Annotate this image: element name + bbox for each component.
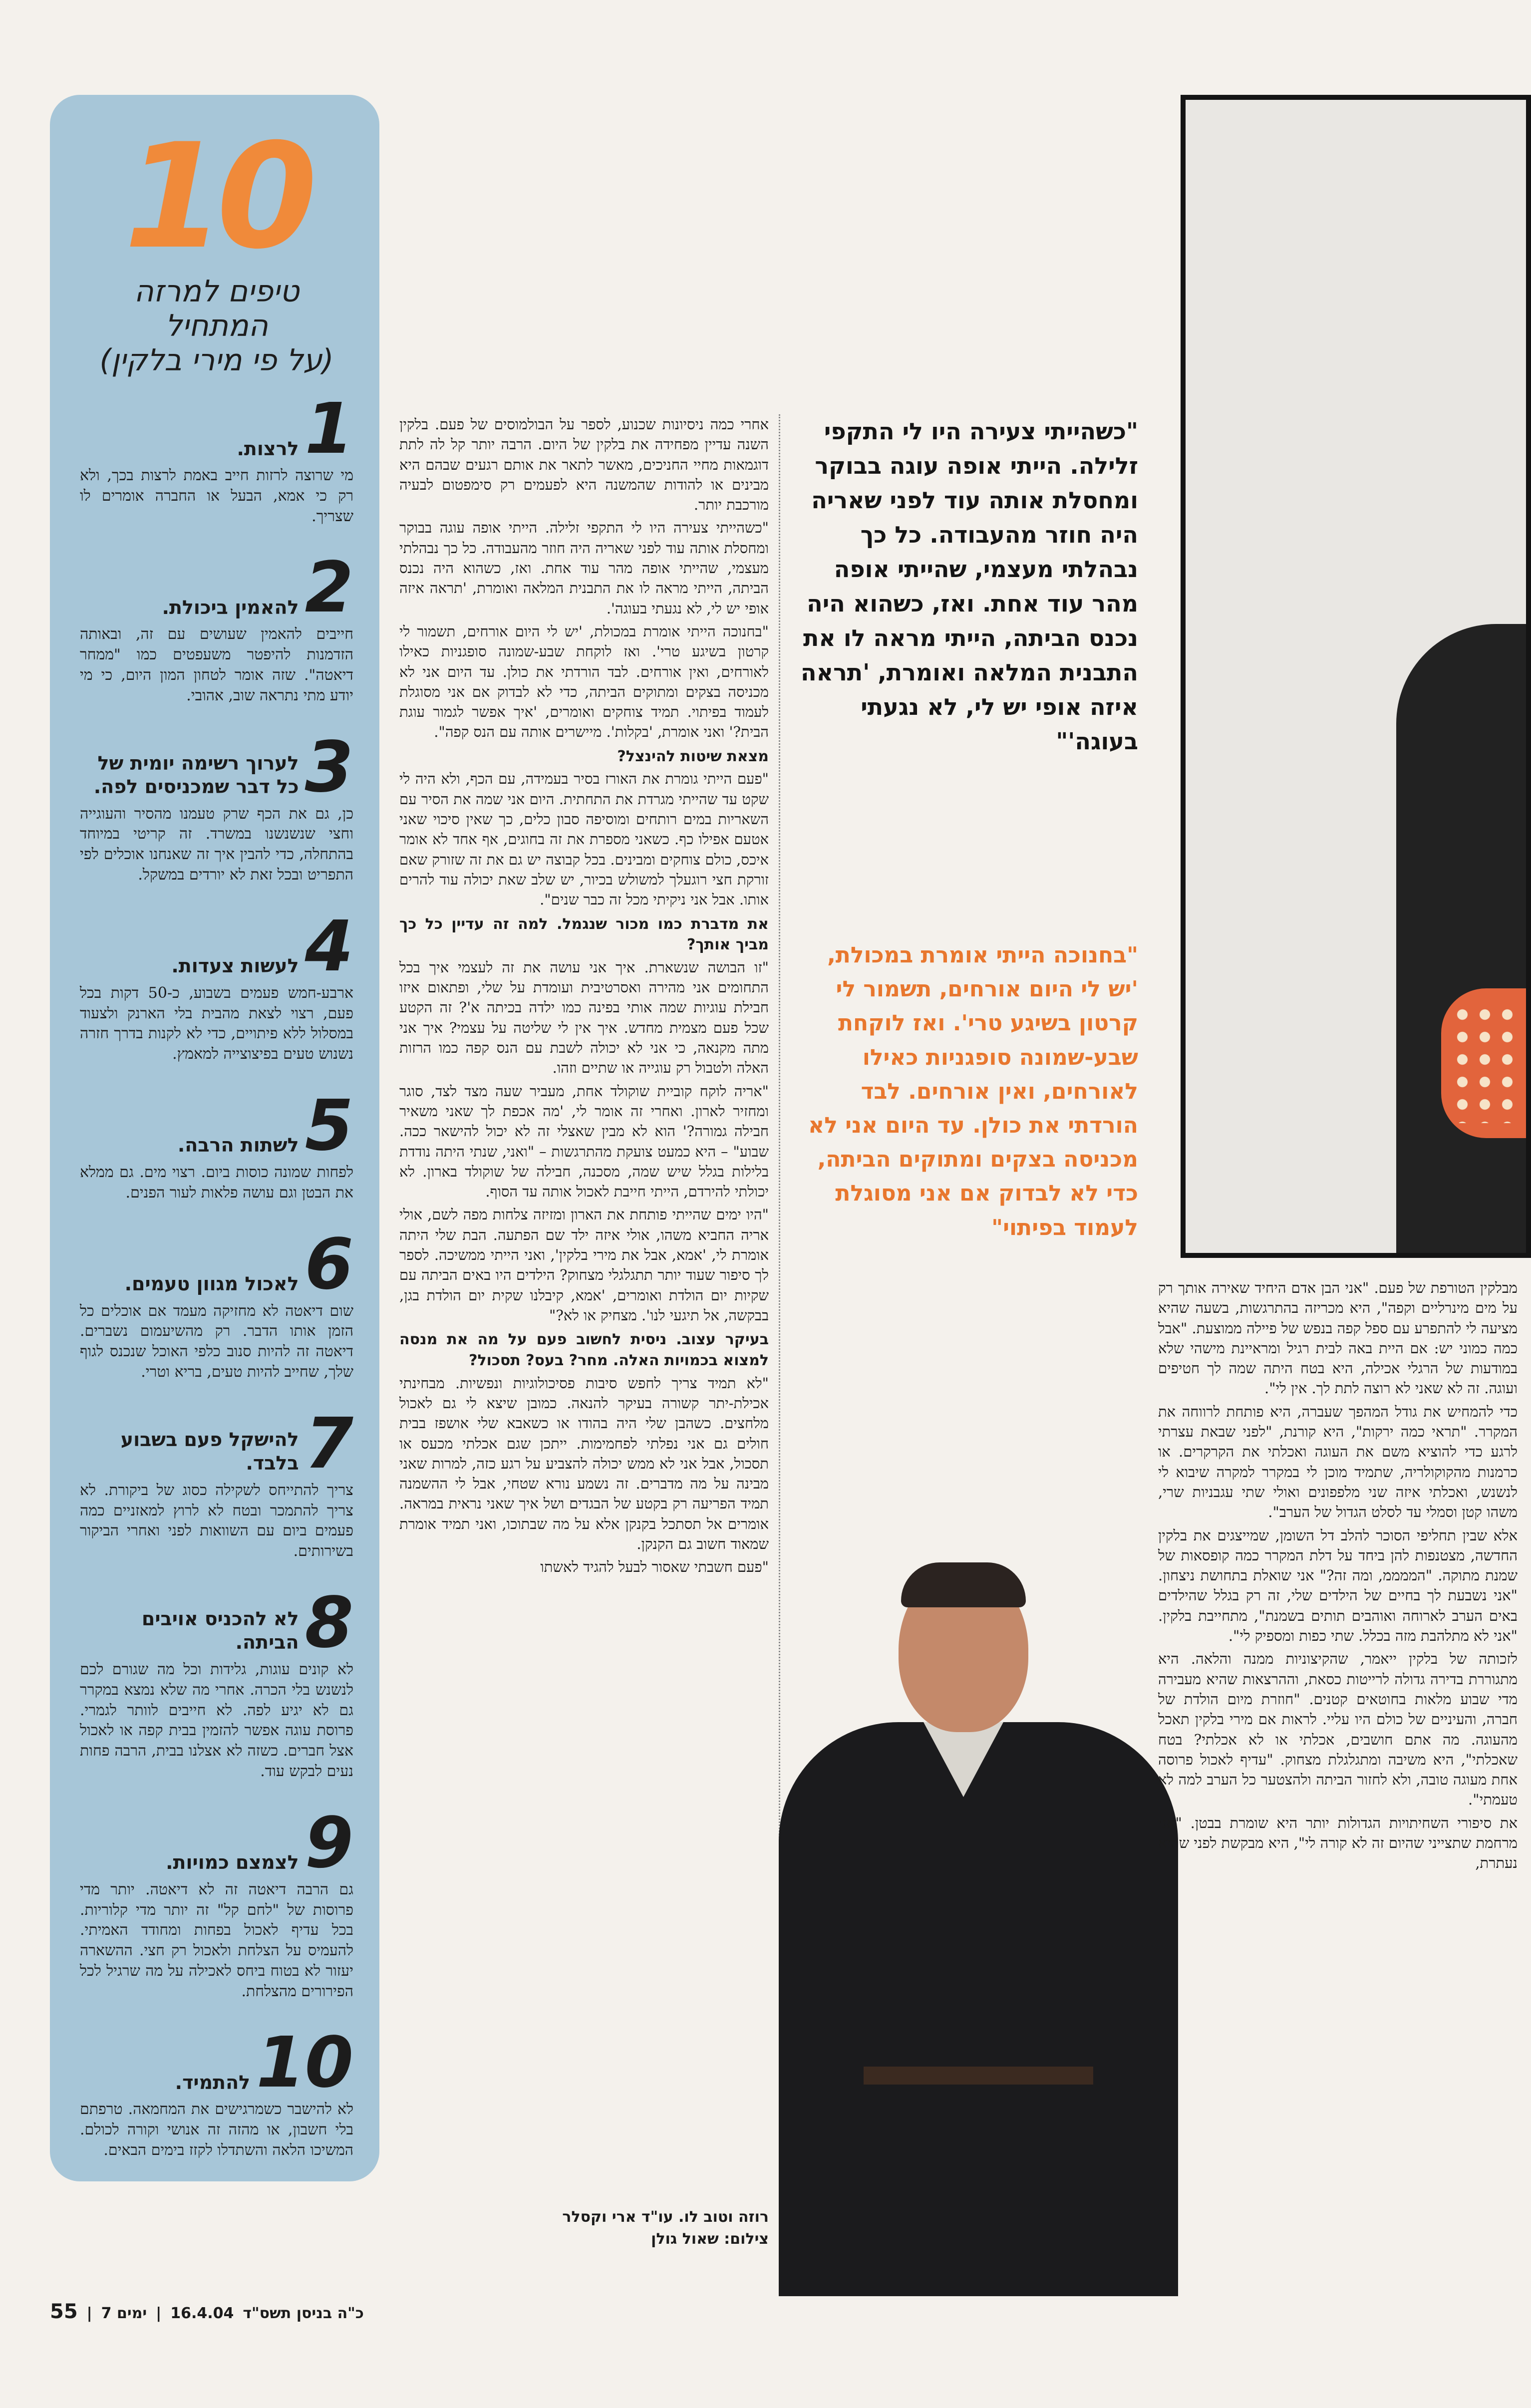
tip-heading: להתמיד. [175, 2071, 251, 2094]
article-paragraph: "לא תמיד צריך לחפש סיבות פסיכולוגיות ונפשיות. מבחינתי אכילת-יתר קשורה בעיקר להנאה. כמובן שיצא לי גם לאכול מלחצים. כשהבן שלי היה בהודו או כשאבא שלי אושפז בבית חולים גם אני נפלתי לפחמימות. ייתכן שגם אכלתי מכעס או תסכול, אבל אני לא ממש יכולה להצביע על רגע כזה, למרות שאני מבינה על מה מדברים. זה נשמע נורא שטחי, אבל לי ההשמנה תמיד הפריעה רק בקטע של הבגדים ושל איך שאני נראית במראה. אומרים אל תסתכל בקנקן אלא על מה שבתוכו, ואני תמיד אומרת שמאוד חשוב גם הקנקן. [399, 1374, 769, 1552]
tip-heading: להישקל פעם בשבוע בלבד. [120, 1428, 299, 1475]
tip-body: כן, גם את הכף שרק טעמנו מהסיר והעוגייה וחצי שנשנשנו במשרד. זה קריטי במיוחד בהתחלה, כדי להבין איך זה שאנחנו אוכלים לפי התפריט ובכל זאת לא יורדים במשקל. [80, 805, 353, 884]
photo-top-right [1181, 95, 1531, 1258]
tip-heading: לרצות. [237, 437, 299, 460]
article-column-right [1158, 1278, 1518, 1876]
article-paragraph: אלא שבין תחליפי הסוכר להלב דל השומן, שמייצגים את בלקין החדשה, מצטנפות להן ביחד על דלת המקרר כמה קופסאות של שמנת מתוקה. "הממממ, ומה זה?" אני שואלת בתחושת ניצחון. "אני נשבעת לך בחיים של הילדים שלי, זה רק בגלל שהילדים באים הערב לארוחה ואוהבים תותים בשמנת", מתחייבת בלקין. "אני לא מתלהבת מזה בכלל. שתי כפות ומספיק לי". [1158, 1526, 1518, 1645]
tip-body: גם הרבה דיאטה זה לא דיאטה. יותר מדי פרוסות של "לחם קל" זה יותר מדי קלוריות. בכל עדיף לאכול בפחות ומחודד האמיתי. להעמיס על הצלחת ולאכול רק חצי. ההשארה יעזור לא בטוח ביחס לאכילה על מה שרגיל לכל הפירורים מהצלחת. [80, 1880, 353, 2000]
photo-man-sweater [779, 1722, 1178, 2296]
photo-man-belt [864, 2067, 1093, 2085]
tips-big-number: 10 [124, 113, 309, 281]
page-footer [50, 2300, 364, 2323]
tip-item [80, 905, 353, 1065]
footer-separator: | [156, 2305, 162, 2322]
article-paragraph: "זו הבושה שנשארת. איך אני עושה את זה לעצמי איך בכל התחומים אני מהירה ואסרטיבית ועומדת על שלי, ופתאום איזו חבילת עוגיות שמה אותי בפינה כמו ילדה בכיתה א'? זה הקטע שכל פעם מצמית מחדש. איך אין לי שליטה על עצמי? איך אני מתה מקנאה, כי אני לא יכולה לשבת עם הנס קפה כמו הרזות האלה ולטבול רק עוגייה או שתיים וזהו. [399, 958, 769, 1077]
article-paragraph: כדי להמחיש את גודל המהפך שעברה, היא פותחת לרווחה את המקרר. "תראי כמה ירקות", היא קורנת, "לפני שבאת עצרתי לרגע כדי להוציא משם את העוגה ואכלתי את הקרקרים. או כרמנות מהקוקולריה, שתמיד מוכן לי במקרר למקרה שיבוא לי לנשנש, ואכלתי איזה שני מלפפונים ואולי שתי עגבניות שרי, משהו קטן וסמלי עד לסלט הגדול של הערב". [1158, 1403, 1518, 1521]
tip-item [80, 1582, 353, 1782]
tip-heading: לשתות הרבה. [177, 1134, 299, 1157]
article-paragraph: "אריה לוקח קוביית שוקולד אחת, מעביר שעה מצד לצד, סוגר ומחזיר לארון. ואחרי זה אומר לי, 'מה אכפת לך שאני משאיר חבילה גמורה?' הוא לא מבין שאצלי זה לא יכול להישאר ככה. שבוע" – היא כמעט צועקת מהתרגשות – "ואני, שנתי היתה נודדת בלילות בגלל שיש שמה, מסכנה, חבילה של שוקולד בארון. לא יכולתי להירדם, הייתי חייבת לאכול אותה עד הסוף. [399, 1082, 769, 1201]
tip-body: צריך להתייחס לשקילה כסוג של ביקורת. לא צריך להתמכר ובטח לא לרוץ למאזניים כמה פעמים ביום עם השוואות לפני ואחרי הביקור בשירותים. [80, 1481, 353, 1560]
tip-number: 5 [305, 1085, 353, 1167]
tip-head [80, 547, 353, 629]
footer-date: 16.4.04 [170, 2305, 234, 2322]
photo-man-hair [901, 1562, 1026, 1607]
tip-body: לא קונים עוגות, גלידות וכל מה שגורם לכם לנשנש בלי הכרה. אחרי מה שלא נמצא במקרר גם לא יגיע לפה. לא חייבים לוותר לגמרי. פרוסת עוגה אפשר להזמין בבית קפה או לאכול אצל חברים. כשזה לא אצלנו בבית, הרבה פחות נעים לבקש עוד. [80, 1660, 353, 1780]
tip-head [80, 726, 353, 808]
article-paragraph: אחרי כמה ניסיונות שכנוע, לספר על הבולמוסים של פעם. בלקין השנה עדיין מפחידה את בלקין של היום. הרבה יותר קל לה לתת דוגמאות מחיי החניכים, מאשר לתאר את אותם רגעים שבהם היא מבינים או להודות שהמשנה היא לפעמים רק סימפטום לבעיה מורכבת יותר. [399, 416, 769, 514]
photo-figure-coat [1396, 624, 1531, 1258]
tips-title-line1: טיפים למרזה המתחיל [134, 274, 300, 343]
tips-sidebar [50, 95, 379, 2181]
tip-head [80, 1085, 353, 1167]
tip-body: ארבע-חמש פעמים בשבוע, כ-50 דקות בכל פעם, רצוי לצאת מהבית בלי הארנק ולצעוד במסלול ללא פיתויים, כדי לא לקנות בדרך חזרה נשנוש טעים בפיצוצייה למאמץ. [80, 984, 353, 1063]
article-credits [399, 2206, 769, 2250]
tip-number: 4 [305, 905, 353, 987]
tip-item [80, 1223, 353, 1383]
article-paragraph: "היו ימים שהייתי פותחת את הארון ומזיזה צלחות מפה לשם, אולי אריה החביא משהו, אולי איזה ילד שם הפתעה. הבת שלי היתה אומרת לי, 'אמא, אבל את מירי בלקין', ואני הייתי ממשיכה. לספר לך סיפור שעוד יותר תתגלגלי מצחוק? הילדים היו באים הביתה עם שקיות יום הולדת ואומרים, 'אמא, קיבלנו שקית יום הולדת בגן, בבקשה, אל תיגעי לנו'. מצחיק או לא?" [399, 1206, 769, 1324]
photo-man-portrait [759, 1557, 1198, 2296]
tip-number: 6 [305, 1223, 353, 1305]
tip-item [80, 1802, 353, 2002]
tip-item [80, 726, 353, 886]
tip-body: מי שרוצה לרזות חייב באמת לרצות בכך, ולא רק כי אמא, הבעל או החברה אומרים לו שצריך. [80, 467, 353, 525]
tip-number: 2 [305, 547, 353, 629]
footer-hebrew-date: כ"ה בניסן תשס"ד [243, 2305, 364, 2322]
tip-body: שום דיאטה לא מחזיקה מעמד אם אוכלים כל הזמן אותו הדבר. רק מהשיעמום נשברים. דיאטה זה להיות סנוב כלפי האוכל שנכנס לגוף שלך, שחייב להיות טעים, בריא וטרי. [80, 1302, 353, 1381]
tip-body: לפחות שמונה כוסות ביום. רצוי מים. גם ממלא את הבטן וגם עושה פלאות לעור הפנים. [80, 1163, 353, 1202]
tip-head [80, 388, 353, 470]
article-question: את מדברת כמו מכור שנגמל. למה זה עדיין כל כך מביך אותך? [399, 915, 769, 954]
tip-item [80, 1403, 353, 1562]
tip-heading: לא להכניס אויבים הביתה. [141, 1607, 299, 1654]
article-paragraph: לזכותה של בלקין ייאמר, שהקיצוניות ממנה והלאה. היא מתגוררת בדירה גדולה לרייטות כסאת, וההרצאות שהיא מעבירה מדי שבוע מלאות בחוטאים קטנים. "חוזרת מיום הולדת של חברה, והעיניים של כולם היו עליי. לראות אם מירי בלקין תאכל מהעוגה. מה אתם חושבים, אכלתי או לא אכלתי? בטח שאכלתי", היא משיבה ומתגלגלת מצחוק. "עדיף לאכול פרוסה אחת מעוגה טובה, ולא לחזור הביתה ולהצטער כל הערב למה לא טעמתי". [1158, 1650, 1518, 1808]
tip-head [80, 1223, 353, 1305]
tips-title-line2: (על פי מירי בלקין) [99, 343, 334, 378]
article-paragraph: את סיפורי השחיתויות הגדולות יותר היא שומרת בבטן. "אני מרחמת שתצייני שהיום זה לא קורה לי", היא מבקשת לפני שהיא נעתרת, [1158, 1814, 1518, 1872]
tip-head [80, 1582, 353, 1664]
tips-title [80, 275, 353, 378]
tip-item [80, 388, 353, 527]
article-paragraph: מבלקין הטורפת של פעם. "אני הבן אדם היחיד שאירה אותך רק על מים מינרליים וקפה", היא מכריזה בהתרגשות, בשעה שהיא מציעה לי להתפרע עם ספל קפה בנפש של פיילה ממוצעת. "אבל כמה כמוני יש: אם היית באה לבית רגיל ומראיינת מישהי שלא במודעות של הרגלי אכילה, היא בטח היתה שמה לך חטיפים ועוגה. זה לא שאני לא רוצה לתת לך. אין לי". [1158, 1279, 1518, 1397]
article-question: בעיקר עצוב. ניסית לחשוב פעם על מה את מנסה למצוא בכמויות האלה. מחר? בעס? תסכול? [399, 1331, 769, 1369]
article-paragraph: "פעם הייתי גומרת את האורז בסיר בעמידה, עם הכף, ולא היה לי שקט עד שהייתי מגרדת את התחתית. היום אני שמה את הסיר עם השאריות במים רותחים ומוסיפה סבון כלים, כך שאין סיכוי שאני אטעם אפילו כף. כשאני מספרת את זה בחוגים, אף אחד לא אומר איכס, כולם צוחקים ומבינים. בכל קבוצה יש גם את זה שזורק שאם זורקת חצי רוגעלך למשולש בכיור, יש שלב שאת יכולה עוד להרים אותו. אבל אני ניקיתי מכל זה כבר שנים". [399, 770, 769, 908]
tip-item [80, 2022, 353, 2160]
tip-head [80, 1802, 353, 1884]
tip-number: 9 [305, 1802, 353, 1884]
article-paragraph: "כשהייתי צעירה היו לי התקפי זלילה. הייתי אופה עוגה בבוקר ומחסלת אותה עוד לפני שאריה היה חוזר מהעבודה. כל כך נבהלתי מעצמי, שהייתי אופה מהר עוד אחת. ואז, כשהוא היה נכנס הביתה, הייתי מראה לו את התבנית המלאה ואומרת, 'תראה איזה אופי יש לי, לא נגעתי בעוגה'. [399, 519, 769, 617]
tip-number: 7 [305, 1403, 353, 1485]
footer-separator: | [86, 2305, 92, 2322]
tip-heading: לצמצם כמויות. [166, 1851, 299, 1874]
photo-oven-mitt-pattern [1451, 1003, 1521, 1123]
tip-number: 8 [305, 1582, 353, 1664]
tip-number: 3 [305, 726, 353, 808]
tip-item [80, 547, 353, 706]
article-paragraph: "פעם חשבתי שאסור לבעל להגיד לאשתו [540, 1558, 769, 1576]
page-number: 55 [50, 2300, 78, 2323]
tip-head [80, 1403, 353, 1485]
article-question: מצאת שיטות להינצל? [617, 747, 769, 765]
tip-heading: לעשות צעדות. [171, 955, 299, 977]
tips-list [80, 388, 353, 2161]
article-column-middle [399, 414, 769, 1580]
tip-heading: לאכול מגוון טעמים. [124, 1273, 299, 1295]
credits-photographer: צילום: שאול גולן [651, 2230, 769, 2248]
pull-quote-black: "כשהייתי צעירה היו לי התקפי זלילה. הייתי אופה עוגה בבוקר ומחסלת אותה עוד לפני שאריה היה חוזר מהעבודה. כל כך נבהלתי מעצמי, שהייתי אופה מהר עוד אחת. ואז, כשהוא היה נכנס הביתה, הייתי מראה לו את התבנית המלאה ואומרת, 'תראה איזה אופי יש לי, לא נגעתי בעוגה'" [801, 418, 1138, 755]
tip-item [80, 1085, 353, 1204]
tip-number: 1 [305, 388, 353, 470]
tip-body: חייבים להאמין שעושים עם זה, ובאותה הזדמנות להיפטר משעפטים כמו "ממחר דיאטה". שזה אומר לטחון המון היום, כי מי יודע מתי נתראה שוב, אהובי. [80, 625, 353, 704]
tip-head [80, 905, 353, 987]
footer-section: 7 ימים [101, 2305, 147, 2322]
tip-heading: לערוך רשימה יומית של כל דבר שמכניסים לפה. [93, 752, 299, 798]
tip-body: לא להישבר כשמרגישים את המחמאה. טרפתם בלי חשבון, או מהזה זה אנושי וקורה לכולם. המשיכו הלאה והשתדלו לקזז בימים הבאים. [80, 2101, 353, 2159]
credits-writer: רוזה וטוב לו. עו"ד ארי וקסלר [562, 2208, 769, 2226]
pull-quote-orange: "בחנוכה הייתי אומרת במכולת, 'יש לי היום אורחים, תשמור לי קרטון בשיגע טרי'. ואז לוקחת שבע-שמונה סופגניות כאילו לאורחים, ואין אורחים. לבד הורדתי את כולן. עד היום אני לא מכניסה בצקים ומתוקים הביתה, כדי לא לבדוק אם אני מסוגלת לעמוד בפיתוי" [808, 942, 1138, 1240]
tip-number: 10 [256, 2022, 353, 2104]
article-paragraph: "בחנוכה הייתי אומרת במכולת, 'יש לי היום אורחים, תשמור לי קרטון בשיגע טרי'. ואז לוקחת שבע-שמונה סופגניות כאילו לאורחים, ואין אורחים. לבד הורדתי את כולן. עד היום אני לא מכניסה בצקים ומתוקים הביתה, כדי לא לבדוק אם אני מסוגלת לעמוד בפיתוי. תמיד צוחקים ואומרים, 'איך אפשר לגמור עוגת הבית?' ואני אומרת, 'בקלות'. מיישרים אותה עם הנס קפה". [399, 622, 769, 741]
tip-head [80, 2022, 353, 2104]
tip-heading: להאמין ביכולת. [162, 596, 299, 618]
